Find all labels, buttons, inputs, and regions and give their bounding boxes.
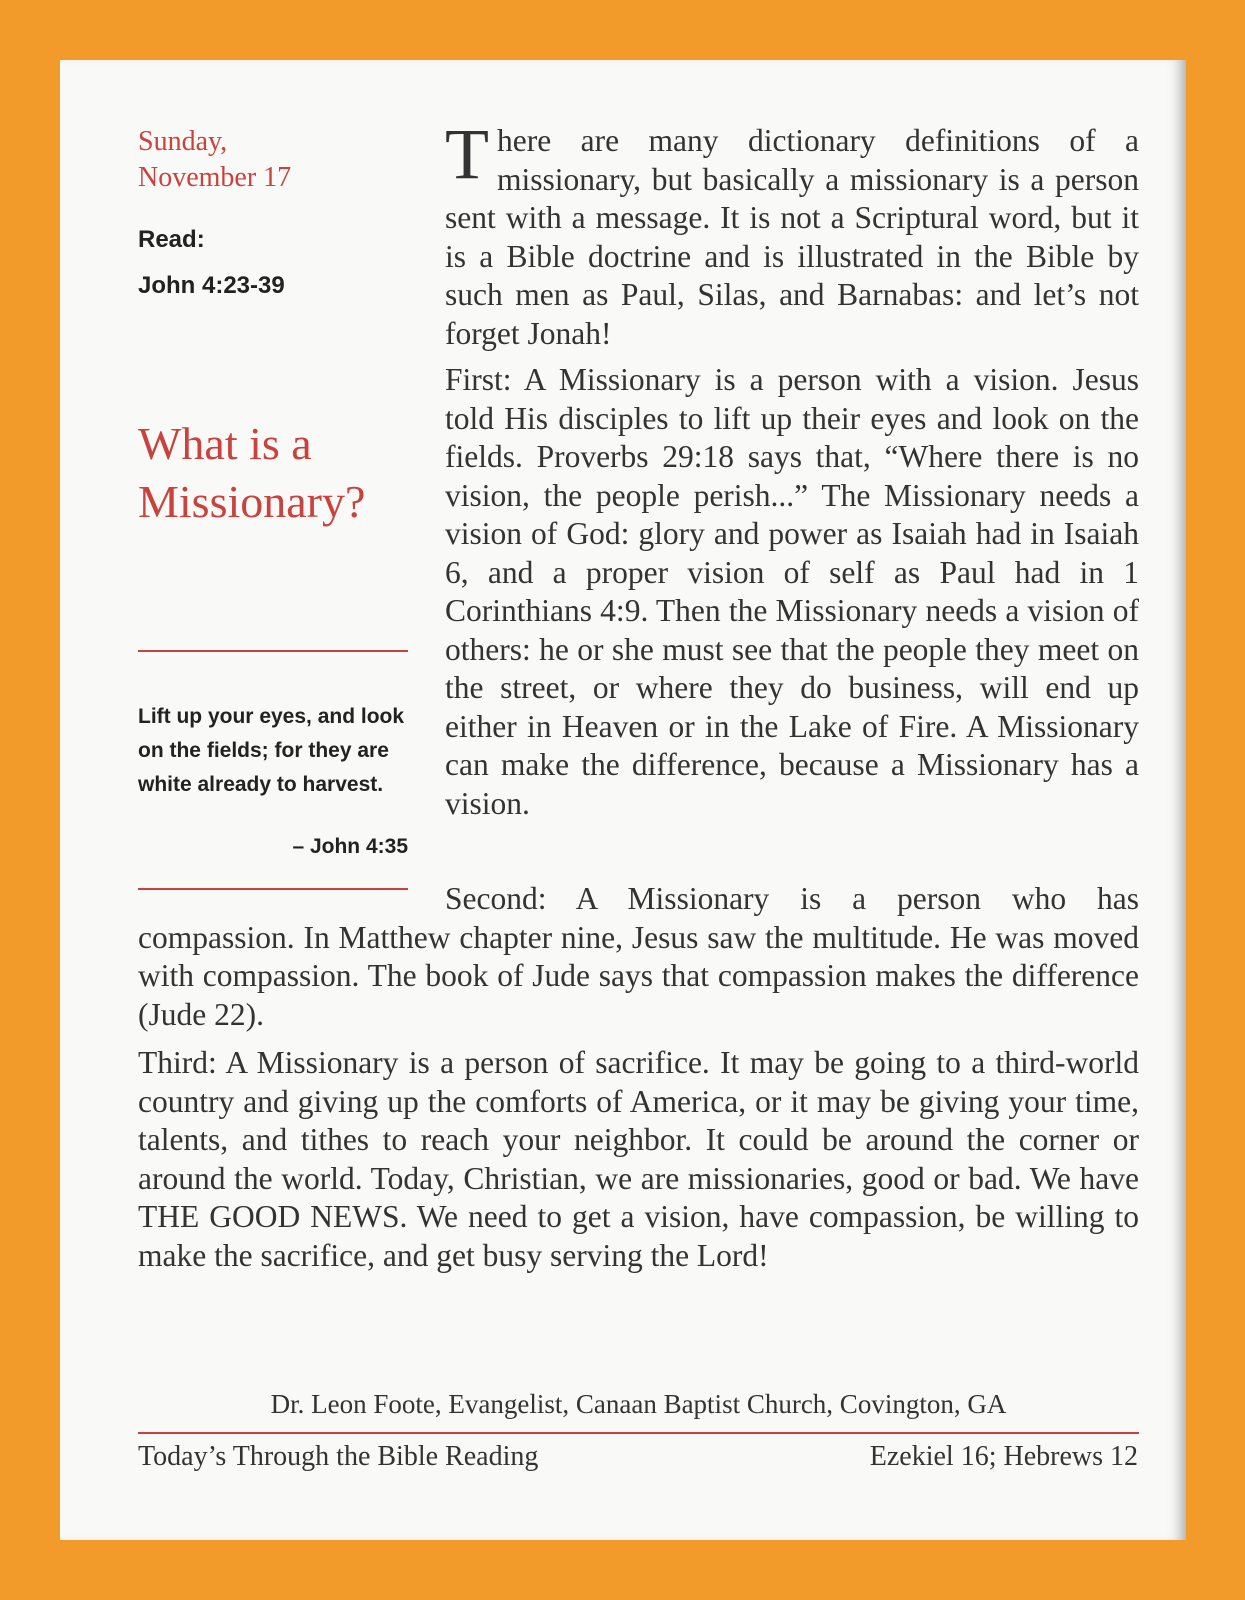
read-label: Read: xyxy=(138,226,205,253)
page-title xyxy=(138,415,438,531)
footer-reading-label: Today’s Through the Bible Reading xyxy=(138,1441,539,1472)
memory-verse: Lift up your eyes, and look on the fields; for they are white already to harvest. xyxy=(138,705,405,796)
date-day: Sunday, xyxy=(138,126,228,157)
sidebar xyxy=(138,124,413,302)
author-credit: Dr. Leon Foote, Evangelist, Canaan Baptist Church, Covington, GA xyxy=(270,1389,1007,1419)
body-full-width xyxy=(138,880,1139,1285)
memory-verse-reference: – John 4:35 xyxy=(292,835,408,858)
paragraph-intro-text: here are many dictionary definitions of a missionary, but basically a missionary is a person sent with a message. It is not a Scriptural word, but it is a Bible doctrine and is illustrated in the Bible by such men as Paul, Silas, and Barnabas: and let’s not forget Jonah! xyxy=(445,123,1139,351)
date-month: November 17 xyxy=(138,162,292,193)
body-column xyxy=(445,114,1139,831)
date xyxy=(138,124,413,196)
footer-reading-reference: Ezekiel 16; Hebrews 12 xyxy=(869,1441,1138,1472)
paragraph-intro xyxy=(445,114,1139,353)
paragraph-second: Second: A Missionary is a person who has compassion. In Matthew chapter nine, Jesus saw the multitude. He was moved with compassion. The book of Jude says that compassion makes the difference (Jude 22). xyxy=(138,881,1139,1032)
paragraph-third: Third: A Missionary is a person of sacrifice. It may be going to a third-world country and giving up the comforts of America, or it may be giving your time, talents, and tithes to reach your neighbor. It could be around the corner or around the world. Today, Christian, we are missionaries, good or bad. We have THE GOOD NEWS. We need to get a vision, have compassion, be willing to make the sacrifice, and get busy serving the Lord! xyxy=(138,1045,1139,1273)
title-line-2: Missionary? xyxy=(138,476,366,527)
title-line-1: What is a xyxy=(138,418,312,469)
verse-top-rule xyxy=(138,650,408,652)
read-reference: John 4:23-39 xyxy=(138,272,285,299)
devotional-page xyxy=(60,60,1186,1540)
drop-cap: T xyxy=(445,114,489,194)
footer-rule xyxy=(138,1432,1139,1434)
paragraph-first: First: A Missionary is a person with a vision. Jesus told His disciples to lift up their eyes and look on the fields. Proverbs 29:18 says that, “Where there is no vision, the people perish...” The Missionary needs a vision of God: glory and power as Isaiah had in Isaiah 6, and a proper vision of self as Paul had in 1 Corinthians 4:9. Then the Missionary needs a vision of others: he or she must see that the people they meet on the street, or where they do business, will end up either in Heaven or in the Lake of Fire. A Missionary can make the difference, because a Missionary has a vision. xyxy=(445,362,1139,821)
